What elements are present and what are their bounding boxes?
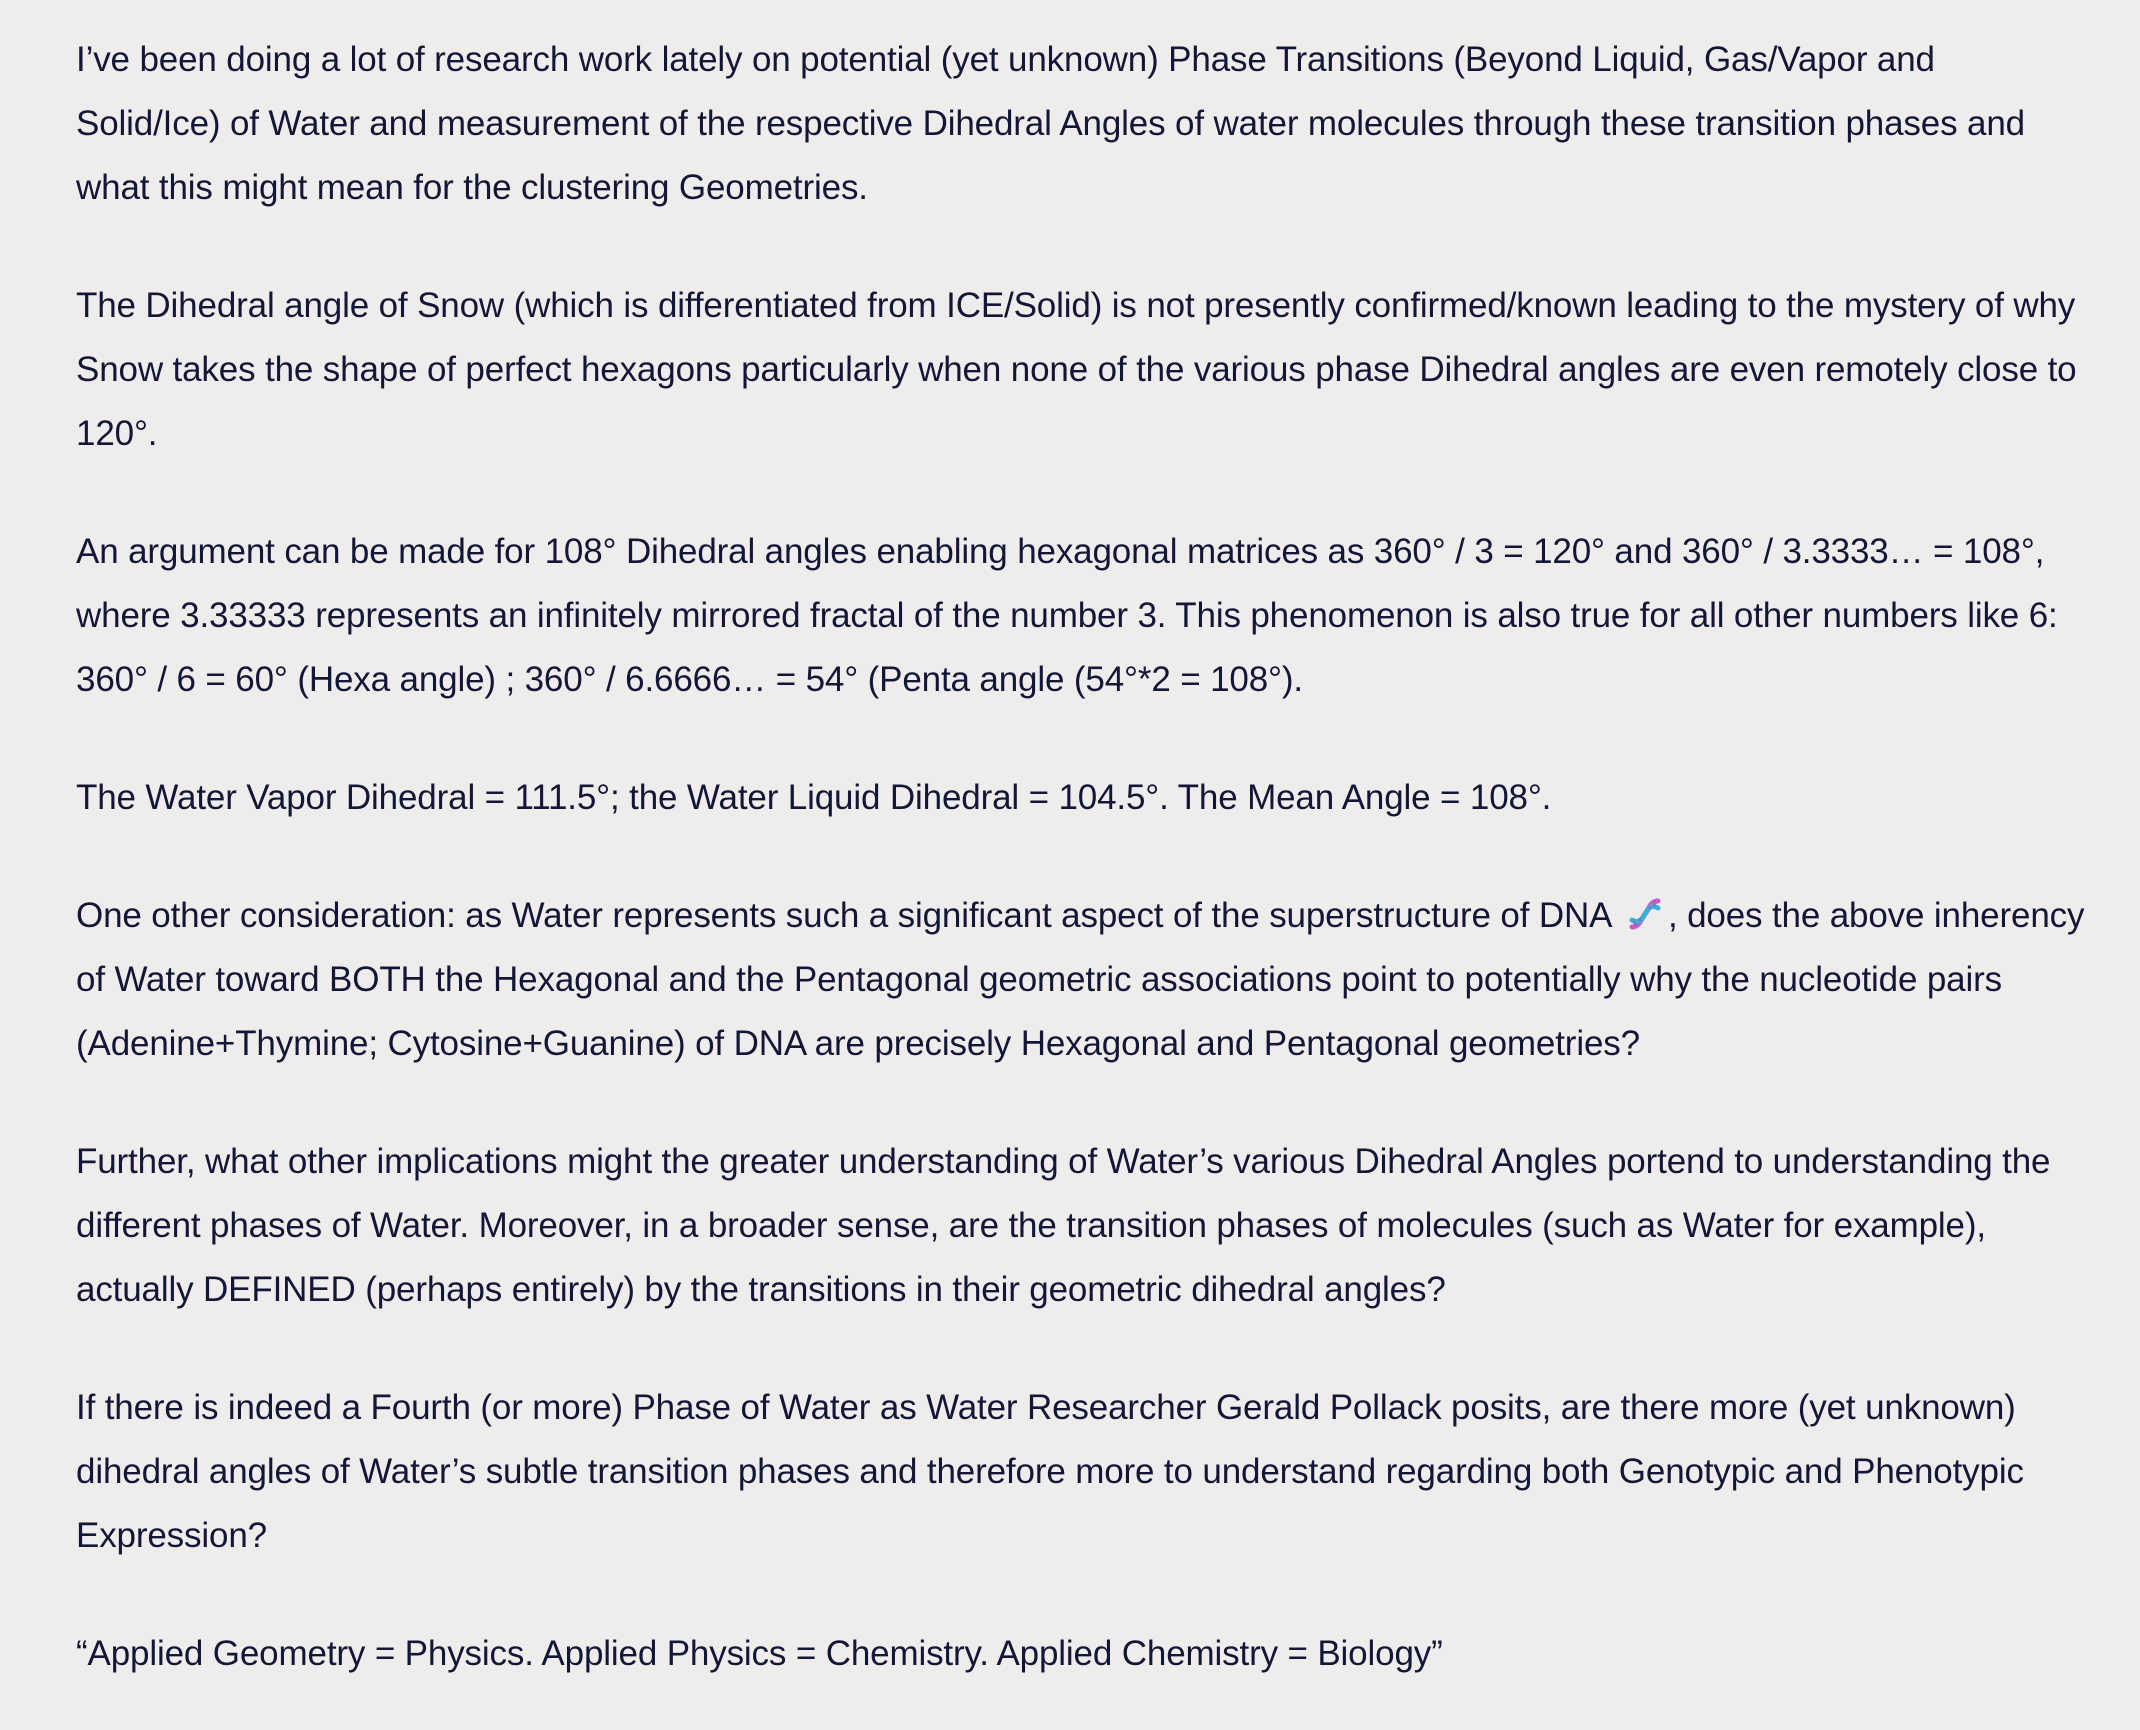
paragraph-vapor-liquid: The Water Vapor Dihedral = 111.5°; the Water Liquid Dihedral = 104.5°. The Mean Angle = 108°.: [76, 778, 1552, 817]
paragraph-snow-dihedral: The Dihedral angle of Snow (which is differentiated from ICE/Solid) is not presently confirmed/known leading to the mystery of why Snow takes the shape of perfect hexagons particularly when none of the various phase Dihedral angles are even remotely close to 120°.: [76, 286, 2077, 453]
dna-icon: [1624, 892, 1666, 934]
paragraph-applied-quote: “Applied Geometry = Physics. Applied Physics = Chemistry. Applied Chemistry = Biology”: [76, 1634, 1443, 1673]
paragraph-further-implications: Further, what other implications might the greater understanding of Water’s various Dihedral Angles portend to understanding the different phases of Water. Moreover, in a broader sense, are the transition phases of molecules (such as Water for example), actually DEFINED (perhaps entirely) by the transitions in their geometric dihedral angles?: [76, 1142, 2051, 1309]
paragraph-fourth-phase: If there is indeed a Fourth (or more) Phase of Water as Water Researcher Gerald Pollack posits, are there more (yet unknown) dihedral angles of Water’s subtle transition phases and therefore more to understand regarding both Genotypic and Phenotypic Expression?: [76, 1388, 2024, 1555]
dna-text-before: One other consideration: as Water represents such a significant aspect of the superstructure of DNA: [76, 896, 1620, 935]
dna-text-after: , does the above inherency of Water toward BOTH the Hexagonal and the Pentagonal geometric associations point to potentially why the nucleotide pairs (Adenine+Thymine; Cytosine+Guanine) of DNA are precisely Hexagonal and Pentagonal geometries?: [76, 896, 2085, 1063]
paragraph-phase-transitions: I’ve been doing a lot of research work lately on potential (yet unknown) Phase Transitions (Beyond Liquid, Gas/Vapor and Solid/Ice) of Water and measurement of the respective Dihedral Angles of water molecules through these transition phases and what this might mean for the clustering Geometries.: [76, 40, 2025, 207]
paragraph-108-argument: An argument can be made for 108° Dihedral angles enabling hexagonal matrices as 360° / 3 = 120° and 360° / 3.3333… = 108°, where 3.33333 represents an infinitely mirrored fractal of the number 3. This phenomenon is also true for all other numbers like 6: 360° / 6 = 60° (Hexa angle) ; 360° / 6.6666… = 54° (Penta angle (54°*2 = 108°).: [76, 532, 2058, 699]
paragraph-dna: [76, 884, 2086, 1076]
message-body: [76, 28, 2086, 1686]
